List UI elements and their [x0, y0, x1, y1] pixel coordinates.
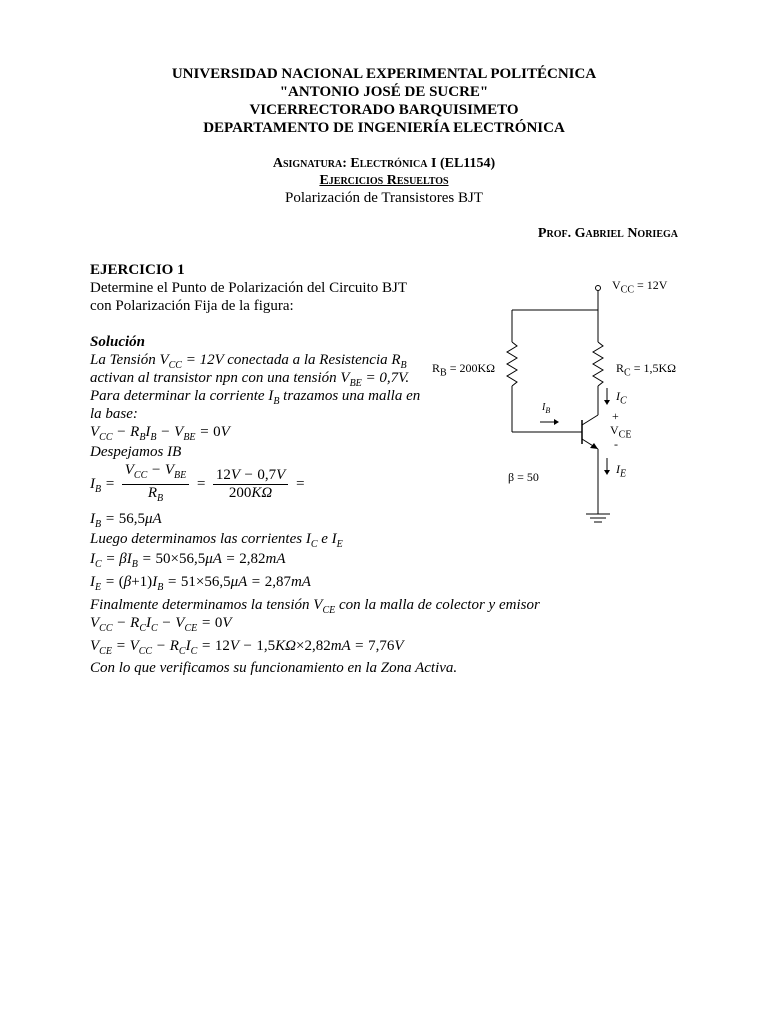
solution-line-4: la base:: [90, 406, 138, 422]
equation-ie: $I_E = (\beta+1)I_B = 51\times 56,5\mu A = 2,87mA$: [90, 574, 311, 593]
professor-name: Prof. Gabriel Noriega: [537, 226, 678, 241]
vce-sub: CE: [618, 429, 632, 441]
rc-r: R: [616, 361, 625, 375]
equation-collector-mesh: $V_{CC} - R_CI_C - V_{CE} = 0V$: [90, 615, 232, 634]
beta-label: β = 50: [508, 470, 539, 484]
solution-line-3a: Para determinar la corriente I: [90, 388, 274, 404]
solution-line-6b: con la malla de colector y emisor: [335, 597, 540, 613]
equation-ib-value: $I_B = 56,5\mu A$: [90, 511, 162, 530]
topic-title: Polarización de Transistores BJT: [285, 190, 483, 206]
vcc-v: V: [612, 278, 621, 292]
equation-ib-fraction: $I_B$ = $\frac{V_{CC} - V_{BE}}{R_B}$ = $\frac{12V - 0,7V}{200K\Omega}$ =: [90, 462, 305, 507]
solution-line-1: La Tensión $V_{CC} = 12V$ conectada a la Resistencia $R_B$: [90, 352, 407, 371]
ib-sub: B: [545, 406, 551, 415]
vicerrectorado: VICERRECTORADO BARQUISIMETO: [249, 102, 519, 118]
solution-line-3b: trazamos una malla en: [279, 388, 421, 404]
rb-sub: B: [440, 367, 447, 379]
equation-vce: $V_{CE} = V_{CC} - R_CI_C = 12V - 1,5K\Omega\times 2,82mA = 7,76V$: [90, 638, 404, 657]
solution-line-6a: Finalmente determinamos la tensión V: [90, 597, 323, 613]
equation-ic: $I_C = \beta I_B = 50\times 56,5\mu A = 2,82mA$: [90, 551, 286, 570]
vcc-value: = 12V: [634, 278, 668, 292]
rc-value: = 1,5KΩ: [630, 361, 677, 375]
solution-line-2: activan al transistor npn con una tensión $V_{BE} = 0,7V$.: [90, 370, 410, 389]
ic-label: [616, 389, 627, 406]
rc-label: [616, 361, 676, 378]
bjt-circuit-diagram: [420, 270, 720, 530]
ie-arrowhead: [604, 470, 610, 475]
conclusion-text: Con lo que verificamos su funcionamiento en la Zona Activa.: [90, 660, 458, 676]
ic-sub: C: [620, 395, 627, 407]
vcc-label: [612, 278, 667, 295]
vce-minus: -: [614, 437, 618, 451]
course-subject: Asignatura: Electrónica I (EL1154): [272, 156, 496, 171]
solution-line-5: Luego determinamos las corrientes $I_C$ e $I_E$: [90, 531, 343, 550]
fraction-2: $\frac{12V - 0,7V}{200K\Omega}$: [213, 467, 288, 502]
ie-label: [616, 462, 626, 479]
transistor-collector: [582, 415, 598, 425]
solution-line-6: Finalmente determinamos la tensión $V_{CE}$ con la malla de colector y emisor: [90, 597, 540, 616]
solution-line-5a: Luego determinamos las corrientes I: [90, 531, 311, 547]
emitter-arrowhead: [590, 443, 598, 449]
rb-r: R: [432, 361, 441, 375]
equation-base-mesh: $V_{CC} - R_BI_B - V_{BE} = 0V$: [90, 424, 230, 443]
vcc-sub: CC: [620, 284, 635, 296]
university-subname: "ANTONIO JOSÉ DE SUCRE": [279, 84, 489, 100]
solution-line-3: Para determinar la corriente $I_B$ trazamos una malla en: [90, 388, 421, 407]
ib-i: I: [542, 402, 546, 413]
rb-value: = 200KΩ: [446, 361, 496, 375]
ic-i: I: [616, 389, 620, 403]
vce-v: V: [610, 423, 619, 437]
rc-resistor: [593, 342, 603, 386]
ic-arrowhead: [604, 400, 610, 405]
university-name: UNIVERSIDAD NACIONAL EXPERIMENTAL POLITÉCNICA: [171, 66, 597, 82]
despejamos-text: Despejamos IB: [90, 444, 182, 460]
ie-sub: E: [620, 468, 627, 480]
vce-plus: +: [612, 409, 619, 423]
exercise-title: EJERCICIO 1: [90, 262, 185, 278]
statement-line-1: Determine el Punto de Polarización del Circuito BJT: [90, 280, 408, 296]
solution-line-1a: La Tensión V: [90, 352, 169, 368]
rc-sub: C: [624, 367, 631, 379]
solution-line-5b: e I: [317, 531, 337, 547]
solution-heading: Solución: [90, 334, 146, 350]
solution-line-2b: = 0,7V.: [361, 370, 410, 386]
solution-line-1b: = 12V conectada a la Resistencia R: [181, 352, 401, 368]
ie-i: I: [616, 462, 620, 476]
rb-resistor: [507, 342, 517, 386]
ib-label: [542, 402, 550, 415]
solution-line-2a: activan al transistor npn con una tensión V: [90, 370, 350, 386]
vcc-terminal: [596, 286, 601, 291]
statement-line-2: con Polarización Fija de la figura:: [90, 298, 294, 314]
rb-label: [432, 361, 495, 378]
department: DEPARTAMENTO DE INGENIERÍA ELECTRÓNICA: [203, 120, 565, 136]
fraction-1: $\frac{V_{CC} - V_{BE}}{R_B}$: [122, 462, 190, 507]
section-title: Ejercicios Resueltos: [319, 173, 449, 188]
ib-arrowhead: [554, 419, 559, 425]
